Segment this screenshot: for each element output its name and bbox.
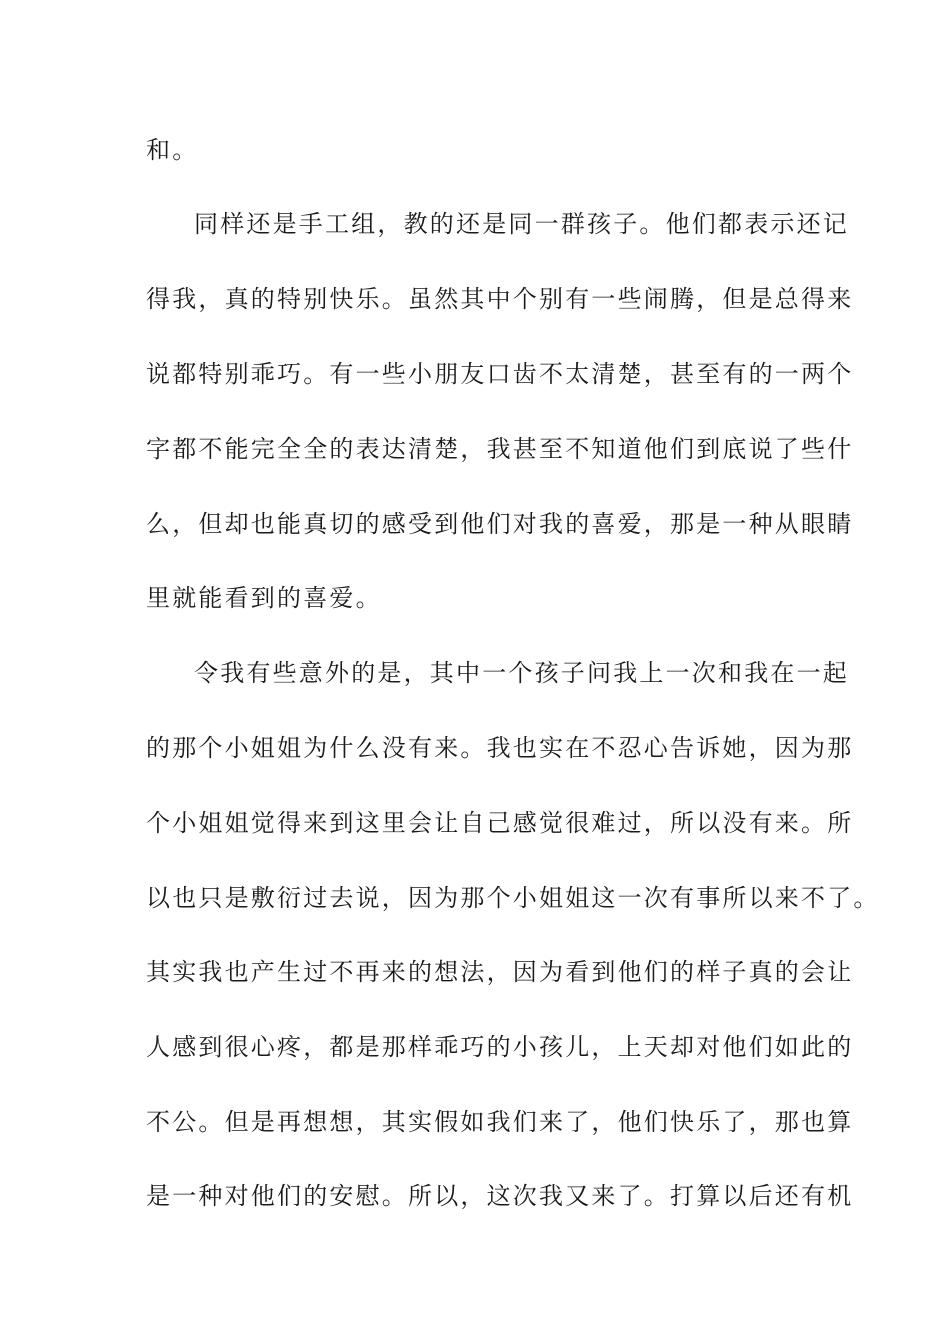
text-line: 么，但却也能真切的感受到他们对我的喜爱，那是一种从眼睛 [146, 510, 854, 538]
text-line: 个小姐姐觉得来到这里会让自己感觉很难过，所以没有来。所 [146, 809, 854, 837]
text-line: 的那个小姐姐为什么没有来。我也实在不忍心告诉她，因为那 [146, 734, 854, 762]
paragraph-start-line: 令我有些意外的是，其中一个孩子问我上一次和我在一起 [194, 659, 849, 687]
text-line: 字都不能完全全的表达清楚，我甚至不知道他们到底说了些什 [146, 435, 854, 463]
text-line: 其实我也产生过不再来的想法，因为看到他们的样子真的会让 [146, 958, 854, 986]
text-line: 不公。但是再想想，其实假如我们来了，他们快乐了，那也算 [146, 1108, 854, 1136]
text-line: 和。 [146, 136, 199, 164]
text-line: 人感到很心疼，都是那样乖巧的小孩儿，上天却对他们如此的 [146, 1033, 854, 1061]
text-line: 以也只是敷衍过去说，因为那个小姐姐这一次有事所以来不了。 [146, 884, 880, 912]
paragraph-start-line: 同样还是手工组，教的还是同一群孩子。他们都表示还记 [194, 210, 849, 238]
text-line: 是一种对他们的安慰。所以，这次我又来了。打算以后还有机 [146, 1182, 854, 1210]
text-line: 说都特别乖巧。有一些小朋友口齿不太清楚，甚至有的一两个 [146, 360, 854, 388]
text-line: 得我，真的特别快乐。虽然其中个别有一些闹腾，但是总得来 [146, 285, 854, 313]
text-line: 里就能看到的喜爱。 [146, 584, 382, 612]
